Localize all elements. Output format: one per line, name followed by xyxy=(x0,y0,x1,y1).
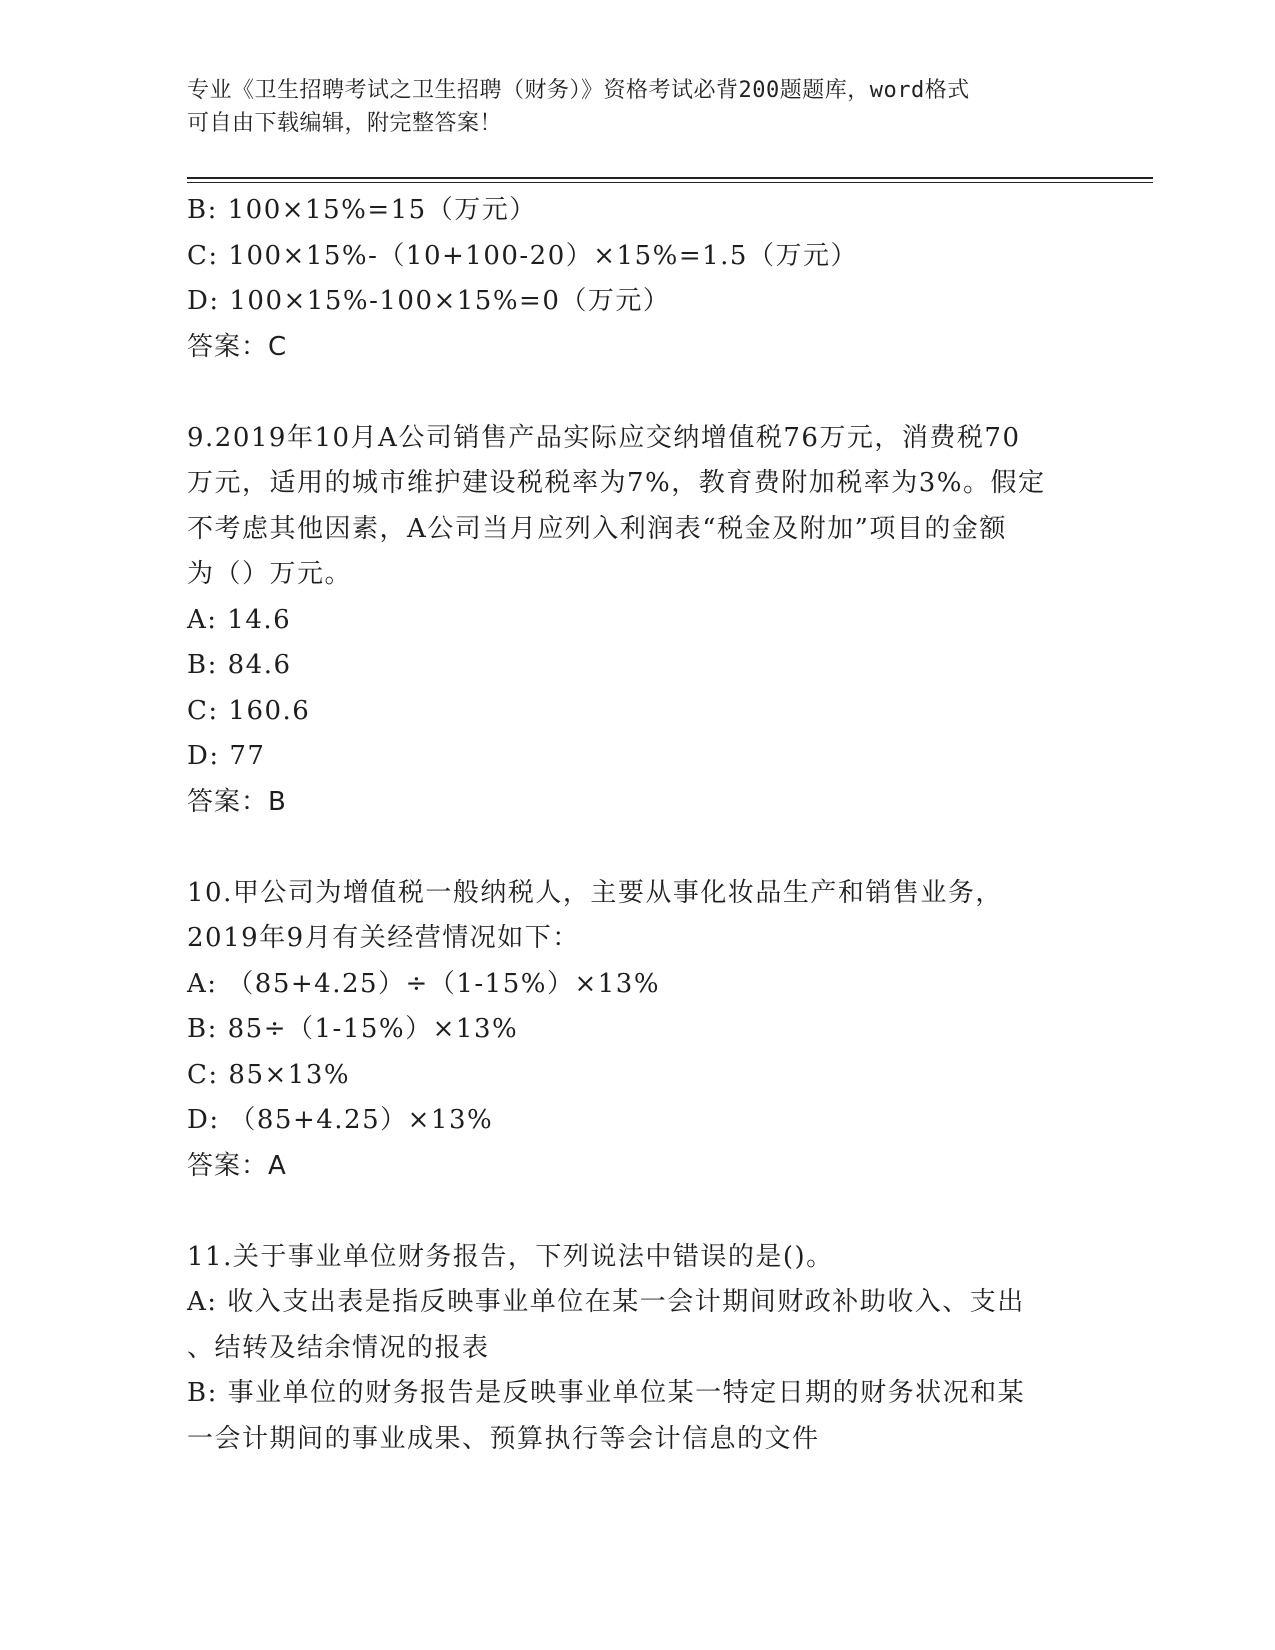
option-b: B: 85÷（1-15%）×13% xyxy=(187,1014,519,1044)
spacer xyxy=(187,825,1087,871)
option-d: D: 100×15%-100×15%=0（万元） xyxy=(187,286,671,316)
option-c: C: 100×15%-（10+100-20）×15%=1.5（万元） xyxy=(187,240,858,271)
question-8-tail xyxy=(187,188,1087,370)
question-stem: 2019年9月有关经营情况如下： xyxy=(187,923,580,953)
option-c: C: 85×13% xyxy=(187,1059,351,1090)
option-a-continued: 、结转及结余情况的报表 xyxy=(187,1332,490,1363)
answer: 答案：B xyxy=(187,786,287,817)
header-title-line-2: 可自由下载编辑，附完整答案！ xyxy=(187,111,503,136)
question-content xyxy=(187,188,1087,1462)
document-header xyxy=(187,74,1067,140)
option-d: D: （85+4.25）×13% xyxy=(187,1105,494,1135)
question-stem: 10.甲公司为增值税一般纳税人，主要从事化妆品生产和销售业务， xyxy=(187,877,1003,908)
spacer xyxy=(187,1189,1087,1235)
header-divider-thick xyxy=(187,177,1153,179)
option-d: D: 77 xyxy=(187,741,266,771)
answer: 答案：C xyxy=(187,331,288,362)
option-a: A: 收入支出表是指反映事业单位在某一会计期间财政补助收入、支出 xyxy=(187,1287,1025,1317)
header-divider-thin xyxy=(187,182,1153,183)
question-stem: 万元，适用的城市维护建设税税率为7%，教育费附加税率为3%。假定 xyxy=(187,468,1046,498)
spacer xyxy=(187,370,1087,416)
question-11 xyxy=(187,1235,1087,1463)
option-b: B: 100×15%=15（万元） xyxy=(187,195,537,225)
question-stem: 9.2019年10月A公司销售产品实际应交纳增值税76万元，消费税70 xyxy=(187,422,1021,453)
question-9 xyxy=(187,416,1087,826)
header-title-line-1: 专业《卫生招聘考试之卫生招聘（财务）》资格考试必背200题题库，word格式 xyxy=(187,78,970,103)
option-b: B: 84.6 xyxy=(187,650,292,680)
option-c: C: 160.6 xyxy=(187,695,311,726)
option-a: A: （85+4.25）÷（1-15%）×13% xyxy=(187,968,661,999)
question-stem: 11.关于事业单位财务报告，下列说法中错误的是()。 xyxy=(187,1241,834,1272)
option-b: B: 事业单位的财务报告是反映事业单位某一特定日期的财务状况和某 xyxy=(187,1378,1026,1408)
question-10 xyxy=(187,871,1087,1190)
question-stem: 为（）万元。 xyxy=(187,559,353,589)
question-stem: 不考虑其他因素，A公司当月应列入利润表“税金及附加”项目的金额 xyxy=(187,513,1007,544)
option-b-continued: 一会计期间的事业成果、预算执行等会计信息的文件 xyxy=(187,1423,820,1454)
answer: 答案：A xyxy=(187,1150,287,1181)
option-a: A: 14.6 xyxy=(187,604,292,635)
